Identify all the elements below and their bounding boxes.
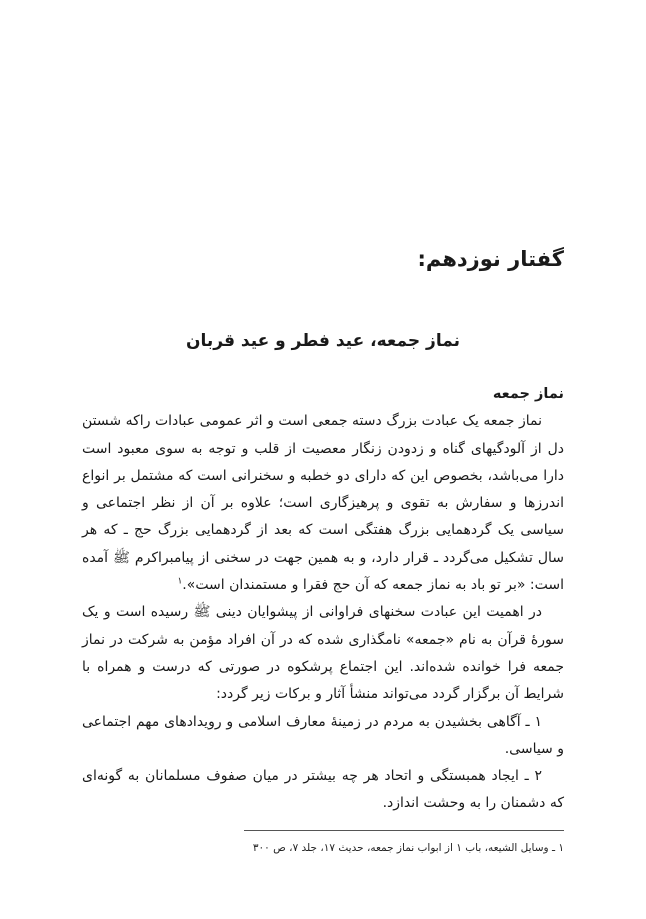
paragraph-1 [82,408,564,599]
subheading: نماز جمعه [492,386,564,402]
chapter-title: گفتار نوزدهم: [417,247,564,271]
footnote: ۱ ـ وسایل الشیعه، باب ۱ از ابواب نماز جمعه، حدیث ۱۷، جلد ۷، ص ۳۰۰ [252,842,564,854]
footnote-divider [244,830,564,831]
paragraph-1-text: نماز جمعه یک عبادت بزرگ دسته جمعی است و اثر عمومی عبادات راکه شستن دل از آلودگیهای گناه و زدودن زنگار معصیت از قلب و توجه به سوی معبود است دارا می‌باشد، بخصوص این که دارای دو خطبه و سخنرانی است که مشتمل بر انواع اندرزها و سفارش به تقوی و پرهیزگاری است؛ علاوه بر آن از نظر اجتماعی و سیاسی یک گردهمایی بزرگ هفتگی است که بعد از گردهمایی بزرگ حج ـ که هر سال تشکیل می‌گردد ـ قرار دارد، و به همین جهت در سخنی از پیامبراکرم ﷺ آمده است: «بر تو باد به نماز جمعه که آن حج فقرا و مستمندان است». [82,413,564,594]
paragraph-2: در اهمیت این عبادت سخنهای فراوانی از پیشوایان دینی ﷺ رسیده است و یک سورهٔ قرآن به نام «جمعه» نامگذاری شده که در آن افراد مؤمن به شرکت در نماز جمعه فرا خوانده شده‌اند. این اجتماع پرشکوه در صورتی که درست و همراه با شرایط آن برگزار گردد می‌تواند منشأ آثار و برکات زیر گردد: [82,604,564,703]
footnote-reference[interactable]: ۱ [177,576,183,587]
list-item-1: ۱ ـ آگاهی بخشیدن به مردم در زمینهٔ معارف اسلامی و رویدادهای مهم اجتماعی و سیاسی. [82,713,564,757]
body-text [82,381,564,818]
list-item-2: ۲ ـ ایجاد همبستگی و اتحاد هر چه بیشتر در میان صفوف مسلمانان به گونه‌ای که دشمنان را به وحشت اندازد. [82,768,564,812]
section-title: نماز جمعه، عید فطر و عید قربان [185,331,461,351]
